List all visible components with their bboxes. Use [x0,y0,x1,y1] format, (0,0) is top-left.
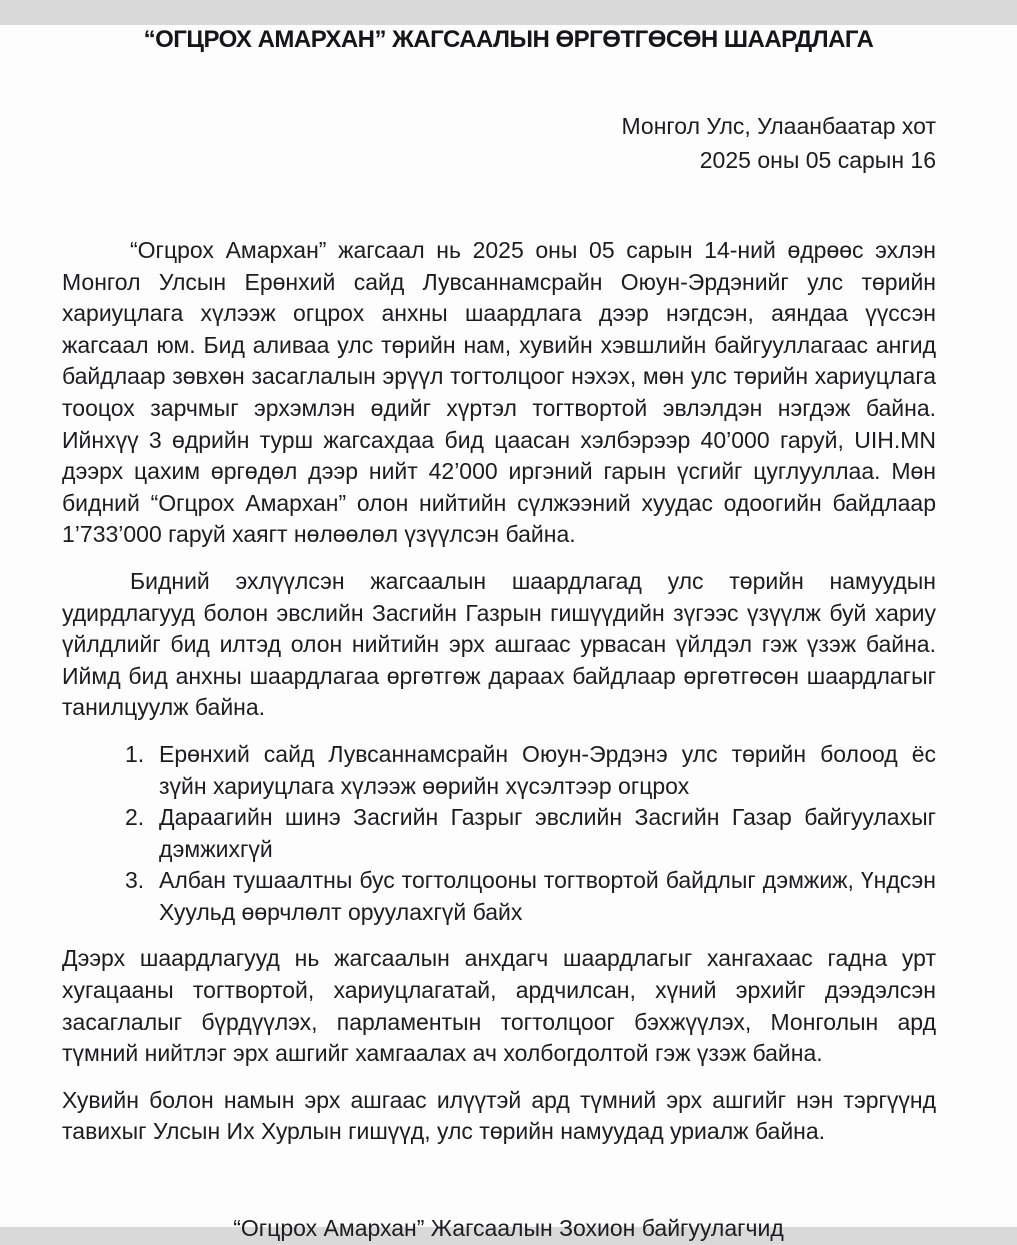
demand-item [125,802,936,865]
paragraph-response: Бидний эхлүүлсэн жагсаалын шаардлагад улс төрийн намуудын удирдлагууд болон эвслийн Засгийн Газрын гишүүдийн зүгээс үзүүлж буй хариу үйлдлийг бид илтэд олон нийтийн эрх ашгаас урвасан үйлдэл гэж үзэж байна. Иймд бид анхны шаардлагаа өргөтгөж дараах байдлаар өргөтгөсөн шаардлагыг танилцуулж байна. [62,567,936,721]
paragraph-intro: “Огцрох Амархан” жагсаал нь 2025 оны 05 сарын 14-ний өдрөөс эхлэн Монгол Улсын Ерөнхий сайд Лувсаннамсрайн Оюун-Эрдэнийг улс төрийн хариуцлага хүлээж огцрох анхны шаардлага дээр нэгдсэн, аяндаа үүссэн жагсаал юм. Бид аливаа улс төрийн нам, хувийн хэвшлийн байгууллагаас ангид байдлаар зөвхөн засаглалын эрүүл тогтолцоог нэхэх, мөн улс төрийн хариуцлага тооцох зарчмыг эрхэмлэн өдийг хүртэл тогтвортой эвлэлдэн нэгдэж байна. Ийнхүү 3 өдрийн турш жагсахдаа бид цаасан хэлбэрээр 40’000 гаруй, UIH.MN дээрх цахим өргөдөл дээр нийт 42’000 иргэний гарын үсгийг цуглууллаа. Мөн бидний “Огцрох Амархан” олон нийтийн сүлжээний хуудас одоогийн байдлаар 1’733’000 гаруй хаягт нөлөөлөл үзүүлсэн байна. [62,237,936,548]
dateline-date: 2025 оны 05 сарын 16 [699,147,936,173]
dateline [62,109,936,177]
demand-item [125,739,936,802]
demand-text: Ерөнхий сайд Лувсаннамсрайн Оюун-Эрдэнэ улс төрийн болоод ёс зүйн хариуцлага хүлээж өөрийн хүсэлтээр огцрох [159,740,936,799]
demand-item [125,865,936,928]
demand-text: Албан тушаалтны бус тогтолцооны тогтвортой байдлыг дэмжиж, Үндсэн Хуульд өөрчлөлт оруулахгүй байх [159,867,936,925]
dateline-location: Монгол Улс, Улаанбаатар хот [621,113,936,139]
demand-text: Дараагийн шинэ Засгийн Газрыг эвслийн Засгийн Газар байгуулахыг дэмжихгүй [159,804,936,862]
demand-number: 2. [125,804,145,831]
document-page [0,25,1017,1242]
paragraph-appeal: Хувийн болон намын эрх ашгаас илүүтэй ард түмний эрх ашгийг нэн тэргүүнд тавихыг Улсын Их Хурлын гишүүд, улс төрийн намуудад уриалж байна. [62,1086,936,1145]
demand-number: 1. [125,740,145,767]
paragraph-significance: Дээрх шаардлагууд нь жагсаалын анхдагч шаардлагыг хангахаас гадна урт хугацааны тогтвортой, хариуцлагатай, ардчилсан, хүний эрхийг дээдэлсэн засаглалыг бүрдүүлэх, парламентын тогтолцоог бэхжүүлэх, Монголын ард түмний нийтлэг эрх ашгийг хамгаалах ач холбогдолтой гэж үзэж байна. [62,945,936,1067]
demand-number: 3. [125,867,145,894]
document-title: “ОГЦРОХ АМАРХАН” ЖАГСААЛЫН ӨРГӨТГӨСӨН ШААРДЛАГА [143,26,874,53]
demands-list [125,739,936,929]
document-body [62,235,936,1148]
signature-line: “Огцрох Амархан” Жагсаалын Зохион байгуулагчид [233,1215,784,1242]
